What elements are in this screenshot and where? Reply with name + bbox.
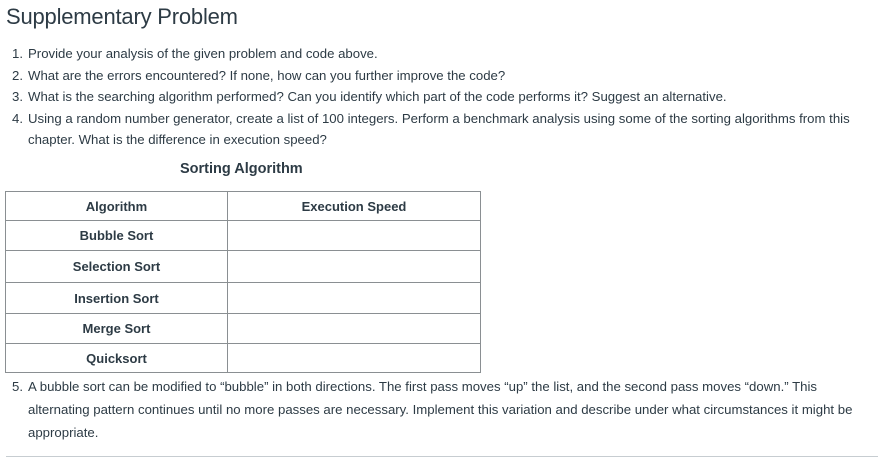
table-row: [6, 283, 481, 314]
sorting-algorithm-table: [5, 191, 481, 373]
page-title: Supplementary Problem: [6, 4, 238, 29]
question-number: 1.: [12, 46, 23, 61]
question-number: 5.: [12, 379, 23, 394]
question-text: Provide your analysis of the given problem and code above.: [28, 46, 378, 61]
question-item: [12, 43, 878, 65]
question-list: [12, 43, 878, 151]
question-text: What is the searching algorithm performed? Can you identify which part of the code performs it? Suggest an alternative.: [28, 89, 727, 104]
divider: [6, 456, 878, 457]
table-row: [6, 251, 481, 283]
question-number: 4.: [12, 110, 23, 126]
question-item: [12, 86, 878, 108]
execution-speed-cell: [228, 344, 481, 373]
algorithm-cell: Bubble Sort: [6, 221, 228, 251]
algorithm-cell: Insertion Sort: [6, 283, 228, 314]
question-text: A bubble sort can be modified to “bubble” in both directions. The first pass moves “up” the list, and the second pass moves “down.” This alternating pattern continues until no more passes are necessary. Implement this variation and describe under what circumstances it might be appropriate.: [28, 379, 853, 440]
question-text: What are the errors encountered? If none, how can you further improve the code?: [28, 67, 506, 83]
execution-speed-cell: [228, 283, 481, 314]
question-item: [12, 375, 878, 444]
execution-speed-cell: [228, 314, 481, 344]
algorithm-cell: Quicksort: [6, 344, 228, 373]
table-header-row: [6, 192, 481, 221]
algorithm-cell: Selection Sort: [6, 251, 228, 283]
question-item: [12, 65, 878, 87]
table-row: [6, 314, 481, 344]
question-number: 3.: [12, 89, 23, 104]
column-header-algorithm: Algorithm: [6, 192, 228, 221]
execution-speed-cell: [228, 221, 481, 251]
question-item: [12, 108, 878, 151]
table-row: [6, 221, 481, 251]
question-number: 2.: [12, 67, 23, 83]
column-header-execution-speed: Execution Speed: [228, 192, 481, 221]
question-text: Using a random number generator, create a list of 100 integers. Perform a benchmark analysis using some of the sorting algorithms from this chapter. What is the difference in execution speed?: [28, 110, 850, 147]
table-row: [6, 344, 481, 373]
execution-speed-cell: [228, 251, 481, 283]
table-title: Sorting Algorithm: [180, 161, 303, 177]
algorithm-cell: Merge Sort: [6, 314, 228, 344]
